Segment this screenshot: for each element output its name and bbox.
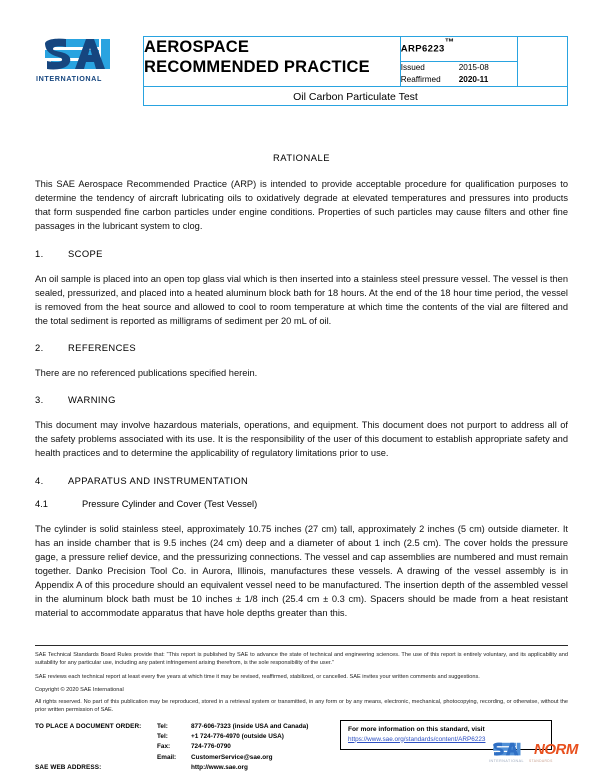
document-footer [35, 645, 568, 773]
section-number: 4. [35, 474, 44, 486]
document-number: ARP6223 [400, 43, 445, 55]
subsection-heading-pressure-cylinder [35, 499, 568, 509]
legal-notice-rules: SAE Technical Standards Board Rules provide that: “This report is published by SAE to advance the state of technical and engineering sciences. The use of this report is entirely voluntary, and its applicability and suitability for any particular use, including any patent infringement arising therefrom, is the sole responsibility of the user.” [35, 652, 568, 667]
watermark-standards-text: STANDARDS [529, 759, 553, 763]
section-heading-references [35, 342, 568, 353]
web-key-spacer [157, 763, 191, 773]
table-row [144, 37, 568, 62]
legal-notice-review: SAE reviews each technical report at least every five years at which time it may be revised, reaffirmed, stabilized, or cancelled. SAE invites your written comments and suggestions. [35, 673, 480, 680]
section-paragraph-scope: An oil sample is placed into an open top glass vial which is then inserted into a stainless steel pressure vessel. The vessel is then sealed, pressurized, and placed into a heated aluminum block bath for 18 hours. At the end of the 18 hour time period, the vessel is removed from the heat source and allowed to cool to room temperature at which time the contents of the vial are filtered and the total sediment is reported as milligrams of sediment per 20 mL of oil. [35, 273, 568, 326]
section-heading-scope [35, 248, 568, 259]
trademark-symbol: ™ [444, 37, 455, 48]
subsection-paragraph-pressure-cylinder: The cylinder is solid stainless steel, approximately 10.75 inches (27 cm) tall, approximately 2 inches (5 cm) outside diameter. It has an inside chamber that is 9.5 inches (24 cm) deep and a diameter of about 1 inch (2.5 cm). The cover holds the pressure gage, a pressure relief device, and the pressurizing connections. The vessel and cap assemblies are numbered and must remain together. Danko Precision Tool Co. in Aurora, Illinois, manufactures these vessels. A drawing of the vessel assembly is in Appendix A of this procedure should an equivalent vessel need to be manufactured. The insertion depth of the assembled vessel in the aluminum block bath must be 10 inches ± 1/8 inch (25.4 cm ± 0.3 cm). Spacers should be made from a heat resistant material to accommodate apparatus that have hole depths greater than this. [35, 523, 568, 619]
section-heading-warning [35, 394, 568, 405]
web-url[interactable]: http://www.sae.org [191, 764, 248, 772]
issued-value: 2015-08 [458, 63, 489, 72]
contact-key: Tel: [157, 722, 168, 730]
rationale-paragraph: This SAE Aerospace Recommended Practice (ARP) is intended to provide acceptable procedure for qualification purposes to determine the tendency of aircraft lubricating oils to oxidatively degrade at elevated temperatures and pressures into products that form suspended fine carbon particles under engine conditions. Properties of such particles may cause filters and other fine passages in the lubricant system to clog. [35, 179, 568, 232]
sae-logo [35, 36, 143, 83]
info-box-title: For more information on this standard, visit [348, 725, 485, 733]
reaffirmed-label: Reaffirmed [400, 74, 441, 84]
sae-wordmark: INTERNATIONAL [36, 74, 102, 83]
section-title: WARNING [68, 394, 116, 406]
copyright-notice: Copyright © 2020 SAE International [35, 686, 124, 693]
contact-key: Tel: [157, 732, 168, 740]
section-number: 2. [35, 342, 44, 353]
document-type-line-2: RECOMMENDED PRACTICE [144, 58, 370, 77]
section-paragraph-warning: This document may involve hazardous materials, operations, and equipment. This document does not purport to address all of the safety problems associated with its use. It is the responsibility of the user of this document to establish appropriate safety and health practices and to determine the applicability of regulatory limitations prior to use. [35, 420, 568, 459]
section-title: APPARATUS AND INSTRUMENTATION [68, 474, 249, 486]
order-row-email [35, 753, 568, 763]
order-row-web [35, 763, 568, 773]
document-type-line-1: AEROSPACE [144, 38, 250, 56]
section-title: SCOPE [68, 247, 103, 259]
section-number: 3. [35, 394, 44, 406]
reaffirmed-row [401, 74, 518, 86]
document-dates-cell [400, 62, 518, 87]
watermark-international-text: INTERNATIONAL [489, 759, 524, 763]
contact-value: +1 724-776-4970 (outside USA) [191, 732, 284, 740]
document-header [35, 36, 568, 106]
document-subtitle: Oil Carbon Particulate Test [293, 90, 418, 103]
subsection-title: Pressure Cylinder and Cover (Test Vessel) [82, 498, 258, 509]
issued-label: Issued [400, 63, 425, 72]
order-label-spacer [35, 742, 157, 752]
section-heading-apparatus [35, 475, 568, 486]
rationale-heading: RATIONALE [273, 152, 330, 163]
document-info-table [143, 36, 568, 106]
document-body [35, 152, 568, 634]
contact-value: 724-776-0790 [191, 743, 231, 751]
more-information-box [340, 720, 552, 750]
order-label: TO PLACE A DOCUMENT ORDER: [35, 722, 142, 730]
contact-value: 877-606-7323 (inside USA and Canada) [191, 722, 309, 730]
web-label: SAE WEB ADDRESS: [35, 764, 102, 772]
contact-key: Email: [157, 753, 177, 761]
contact-value[interactable]: CustomerService@sae.org [191, 753, 273, 761]
footer-divider [35, 645, 568, 646]
issued-row [401, 62, 518, 74]
watermark-norm-text: NORM [534, 741, 578, 758]
contact-key: Fax: [157, 743, 171, 751]
document-number-cell [400, 37, 518, 62]
table-row [144, 86, 568, 105]
order-info-block [35, 722, 568, 774]
document-subtitle-cell [144, 86, 568, 105]
order-label-spacer [35, 753, 157, 763]
standard-url-link[interactable]: https://www.sae.org/standards/content/ARP6223 [348, 735, 486, 743]
section-title: REFERENCES [68, 342, 137, 353]
rights-notice: All rights reserved. No part of this publication may be reproduced, stored in a retrieval system or transmitted, in any form or by any means, electronic, mechanical, photocopying, recording, or otherwise, without the prior written permission of SAE. [35, 699, 568, 714]
reaffirmed-value: 2020-11 [458, 74, 489, 84]
section-number: 1. [35, 247, 44, 259]
order-label-spacer [35, 732, 157, 742]
blank-cell [518, 37, 568, 87]
section-paragraph-references: There are no referenced publications specified herein. [35, 368, 258, 378]
subsection-number: 4.1 [35, 498, 48, 509]
document-type-cell [144, 37, 401, 87]
sae-logo-icon [35, 38, 135, 72]
